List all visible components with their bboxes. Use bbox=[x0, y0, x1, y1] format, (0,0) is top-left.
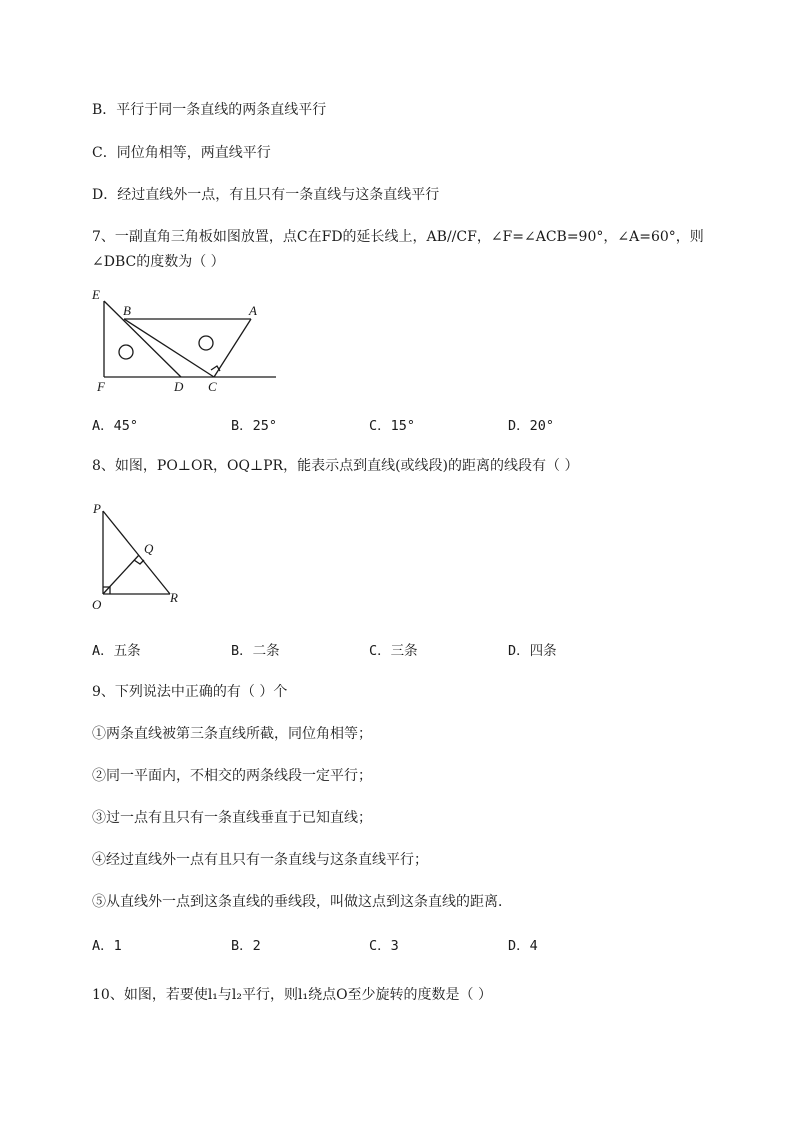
q9-option-d: D．4 bbox=[508, 938, 538, 954]
label-d: D bbox=[174, 379, 184, 394]
q9-stem: 9、下列说法中正确的有（ ）个 bbox=[92, 684, 288, 700]
option-b-prev: B．平行于同一条直线的两条直线平行 bbox=[92, 102, 327, 118]
q9-statement-1: ①两条直线被第三条直线所截，同位角相等； bbox=[92, 726, 372, 742]
q8-option-c: C．三条 bbox=[369, 643, 418, 659]
q9-option-c: C．3 bbox=[369, 938, 399, 954]
q7-stem-line2: ∠DBC的度数为（ ） bbox=[92, 254, 225, 270]
q8-option-b: B．二条 bbox=[231, 643, 280, 659]
q7-figure bbox=[86, 285, 286, 397]
q7-option-d: D．20° bbox=[508, 418, 555, 434]
label-f: F bbox=[97, 379, 105, 394]
q9-option-a: A．1 bbox=[92, 938, 122, 954]
label-b: B bbox=[123, 303, 131, 318]
q7-option-c: C．15° bbox=[369, 418, 416, 434]
q9-statement-3: ③过一点有且只有一条直线垂直于已知直线； bbox=[92, 810, 372, 826]
q7-stem-line1: 7、一副直角三角板如图放置，点C在FD的延长线上，AB//CF，∠F=∠ACB=90°，∠A=60°，则 bbox=[92, 229, 704, 245]
label-r: R bbox=[170, 590, 178, 605]
option-d-prev: D．经过直线外一点，有且只有一条直线与这条直线平行 bbox=[92, 187, 440, 203]
q9-statement-4: ④经过直线外一点有且只有一条直线与这条直线平行； bbox=[92, 852, 428, 868]
option-c-prev: C．同位角相等，两直线平行 bbox=[92, 145, 271, 161]
q7-option-b: B．25° bbox=[231, 418, 278, 434]
q9-statement-5: ⑤从直线外一点到这条直线的垂线段，叫做这点到这条直线的距离． bbox=[92, 894, 512, 910]
q9-statement-2: ②同一平面内，不相交的两条线段一定平行； bbox=[92, 768, 372, 784]
label-o: O bbox=[92, 597, 102, 612]
label-q: Q bbox=[144, 541, 154, 556]
q10-stem: 10、如图，若要使l₁与l₂平行，则l₁绕点O至少旋转的度数是（ ） bbox=[92, 987, 493, 1003]
label-e: E bbox=[92, 287, 100, 302]
q7-option-a: A．45° bbox=[92, 418, 139, 434]
q8-option-a: A．五条 bbox=[92, 643, 141, 659]
q8-stem: 8、如图，PO⊥OR，OQ⊥PR，能表示点到直线(或线段)的距离的线段有（ ） bbox=[92, 458, 579, 474]
label-p: P bbox=[93, 501, 101, 516]
q9-option-b: B．2 bbox=[231, 938, 261, 954]
q8-option-d: D．四条 bbox=[508, 643, 557, 659]
label-c: C bbox=[208, 379, 217, 394]
q8-figure bbox=[86, 497, 196, 615]
label-a: A bbox=[249, 303, 257, 318]
